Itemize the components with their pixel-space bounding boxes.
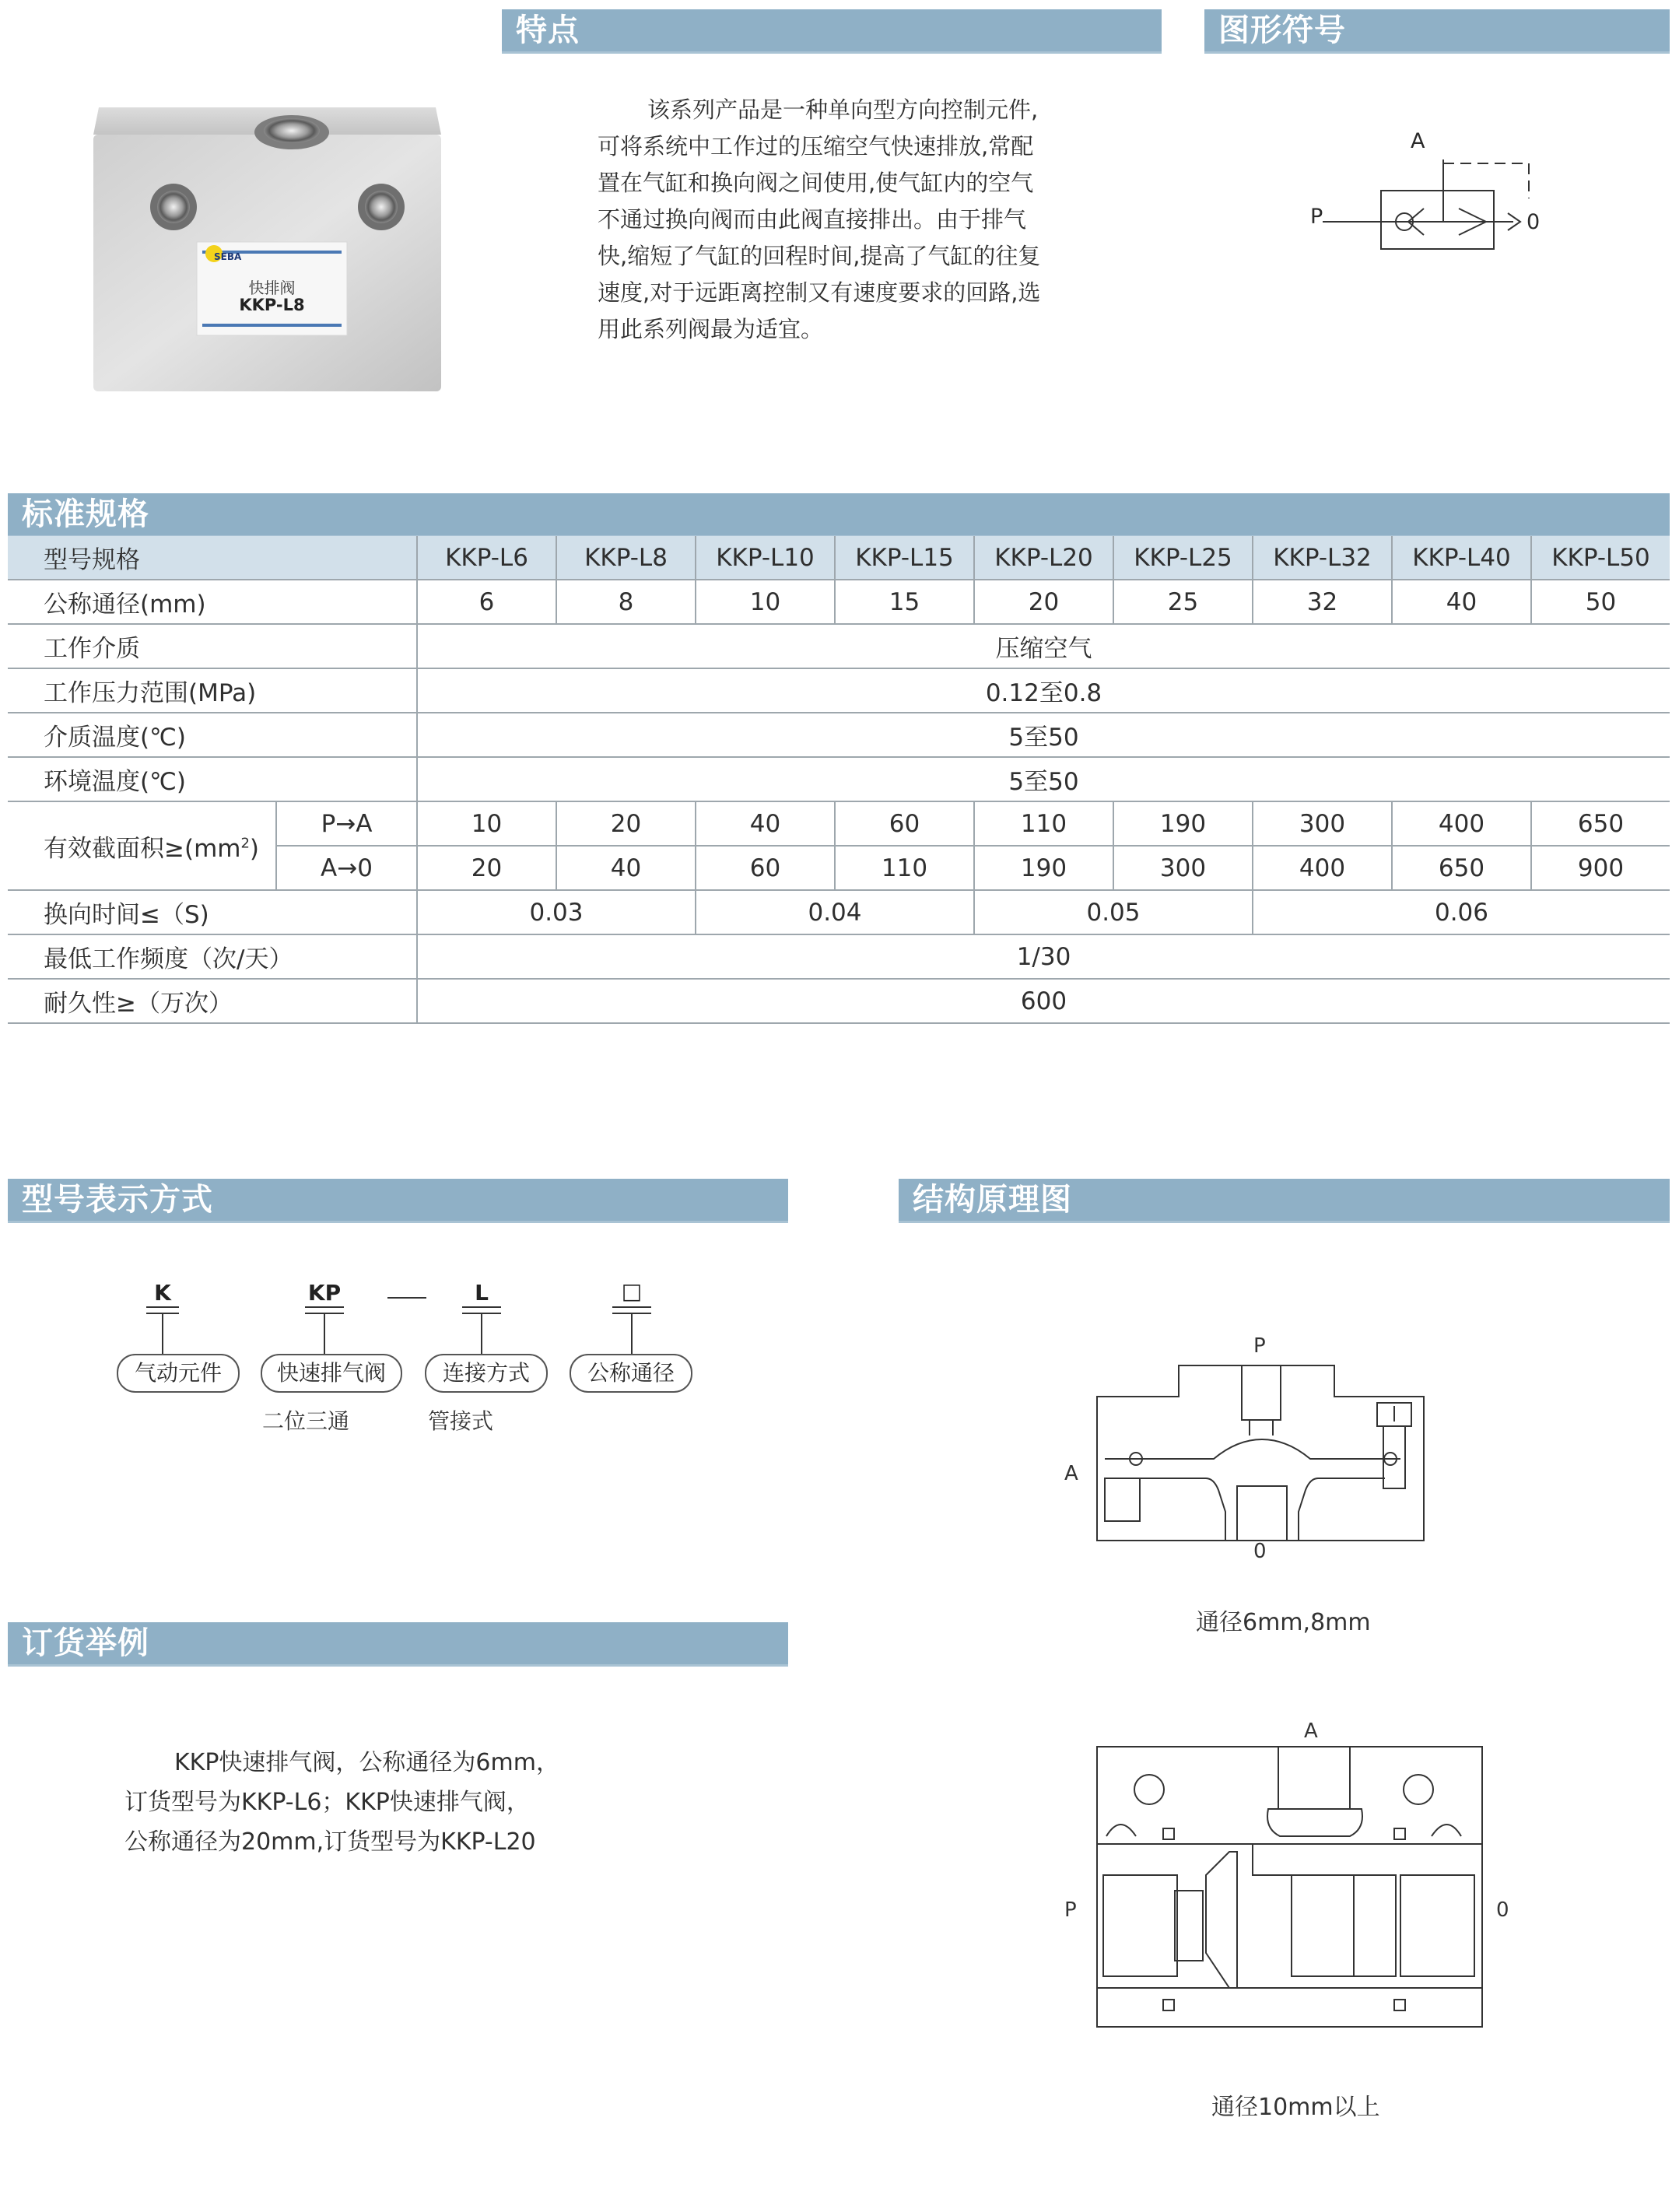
- label-brand: SEBA: [214, 251, 242, 262]
- switch-cell: 0.04: [696, 890, 974, 934]
- model-cell: KKP-L32: [1253, 536, 1392, 580]
- pressure-value: 0.12至0.8: [417, 668, 1670, 713]
- features-line: 置在气缸和换向阀之间使用,使气缸内的空气: [598, 170, 1034, 196]
- features-line: 速度,对于远距离控制又有速度要求的回路,选: [598, 279, 1041, 306]
- area-pa-row: [8, 801, 1670, 846]
- small-port-o: 0: [1253, 1540, 1267, 1563]
- model-cell: KKP-L10: [696, 536, 835, 580]
- medium-value: 压缩空气: [417, 624, 1670, 668]
- pill-quick-exhaust: 快速排气阀: [261, 1354, 402, 1393]
- bore-cell: 50: [1531, 580, 1670, 624]
- symbol-port-p: P: [1310, 205, 1323, 229]
- model-title: 型号表示方式: [22, 1182, 213, 1218]
- pa-cell: 10: [417, 801, 556, 846]
- ao-cell: 300: [1113, 846, 1253, 890]
- durability-row: [8, 979, 1670, 1023]
- large-port-o: 0: [1496, 1898, 1509, 1922]
- model-cell: KKP-L20: [974, 536, 1113, 580]
- pill-pneumatic: 气动元件: [117, 1354, 240, 1393]
- freq-row: [8, 934, 1670, 979]
- order-bar: [8, 1622, 788, 1667]
- bore-cell: 15: [835, 580, 974, 624]
- ao-cell: 20: [417, 846, 556, 890]
- ambient-temp-label: 环境温度(℃): [8, 757, 417, 801]
- features-line: 用此系列阀最为适宜。: [598, 316, 824, 342]
- features-text: [598, 92, 1158, 348]
- pill-bore: 公称通径: [570, 1354, 692, 1393]
- freq-label: 最低工作频度（次/天）: [8, 934, 417, 979]
- area-label-sup: 2: [240, 835, 250, 852]
- model-code-diagram: [101, 1276, 724, 1447]
- features-bar: [502, 9, 1162, 54]
- ao-cell: 60: [696, 846, 835, 890]
- pa-cell: 40: [696, 801, 835, 846]
- structure-large-caption: 通径10mm以上: [1211, 2094, 1380, 2121]
- durability-label: 耐久性≥（万次）: [8, 979, 417, 1023]
- symbol-port-o: 0: [1527, 210, 1541, 234]
- pa-cell: 110: [974, 801, 1113, 846]
- model-cell: KKP-L25: [1113, 536, 1253, 580]
- switch-cell: 0.03: [417, 890, 696, 934]
- symbol-bar: [1204, 9, 1670, 54]
- area-label-end: ): [249, 834, 260, 863]
- area-label: [8, 801, 276, 890]
- bore-row: [8, 580, 1670, 624]
- spec-table: [8, 536, 1670, 1024]
- pa-label: P→A: [276, 801, 417, 846]
- spec-title: 标准规格: [22, 496, 149, 532]
- bore-cell: 40: [1392, 580, 1531, 624]
- code-part-kp: KP: [307, 1280, 342, 1306]
- small-port-a: A: [1064, 1462, 1078, 1485]
- bore-cell: 25: [1113, 580, 1253, 624]
- pressure-label: 工作压力范围(MPa): [8, 668, 417, 713]
- ao-cell: 650: [1392, 846, 1531, 890]
- pa-cell: 650: [1531, 801, 1670, 846]
- structure-small-caption: 通径6mm,8mm: [1196, 1609, 1371, 1636]
- model-cell: KKP-L6: [417, 536, 556, 580]
- ao-label: A→0: [276, 846, 417, 890]
- bore-cell: 20: [974, 580, 1113, 624]
- model-bar: [8, 1179, 788, 1223]
- ao-cell: 900: [1531, 846, 1670, 890]
- bore-cell: 6: [417, 580, 556, 624]
- medium-temp-value: 5至50: [417, 713, 1670, 757]
- switch-label: 换向时间≤（S): [8, 890, 417, 934]
- order-line: 公称通径为20mm,订货型号为KKP-L20: [124, 1828, 536, 1856]
- code-part-l: L: [475, 1280, 489, 1306]
- order-title: 订货举例: [22, 1625, 149, 1661]
- features-line: 快,缩短了气缸的回程时间,提高了气缸的往复: [598, 243, 1041, 269]
- symbol-port-a: A: [1411, 129, 1425, 153]
- model-cell: KKP-L8: [556, 536, 696, 580]
- medium-label: 工作介质: [8, 624, 417, 668]
- structure-title: 结构原理图: [913, 1182, 1072, 1218]
- durability-value: 600: [417, 979, 1670, 1023]
- ambient-temp-row: [8, 757, 1670, 801]
- product-photo: [82, 100, 447, 399]
- pa-cell: 60: [835, 801, 974, 846]
- medium-temp-row: [8, 713, 1670, 757]
- ao-cell: 40: [556, 846, 696, 890]
- pa-cell: 400: [1392, 801, 1531, 846]
- structure-small-diagram: [1058, 1334, 1447, 1568]
- large-port-a: A: [1304, 1719, 1318, 1743]
- model-cell: KKP-L40: [1392, 536, 1531, 580]
- spec-header-row: [8, 536, 1670, 580]
- pill-connection: 连接方式: [425, 1354, 548, 1393]
- features-title: 特点: [516, 12, 580, 48]
- note-two-pos: 二位三通: [262, 1408, 350, 1434]
- structure-bar: [899, 1179, 1670, 1223]
- switch-row: [8, 890, 1670, 934]
- area-label-text: 有效截面积≥(mm: [44, 834, 241, 863]
- large-port-p: P: [1064, 1898, 1077, 1922]
- spec-bar: [8, 493, 1670, 538]
- switch-cell: 0.06: [1253, 890, 1670, 934]
- ambient-temp-value: 5至50: [417, 757, 1670, 801]
- pa-cell: 190: [1113, 801, 1253, 846]
- bore-cell: 10: [696, 580, 835, 624]
- bore-label: 公称通径(mm): [8, 580, 417, 624]
- header-label: 型号规格: [8, 536, 417, 580]
- pa-cell: 300: [1253, 801, 1392, 846]
- medium-row: [8, 624, 1670, 668]
- pa-cell: 20: [556, 801, 696, 846]
- ao-cell: 400: [1253, 846, 1392, 890]
- pneumatic-symbol: [1299, 124, 1564, 265]
- model-cell: KKP-L15: [835, 536, 974, 580]
- pressure-row: [8, 668, 1670, 713]
- freq-value: 1/30: [417, 934, 1670, 979]
- features-line: 不通过换向阀而由此阀直接排出。由于排气: [598, 206, 1027, 233]
- bore-cell: 32: [1253, 580, 1392, 624]
- label-name: 快排阀: [248, 279, 296, 297]
- medium-temp-label: 介质温度(℃): [8, 713, 417, 757]
- order-line: KKP快速排气阀，公称通径为6mm，: [174, 1749, 559, 1776]
- ao-cell: 190: [974, 846, 1113, 890]
- ao-cell: 110: [835, 846, 974, 890]
- code-part-bore: □: [621, 1278, 643, 1304]
- order-text: [124, 1743, 794, 1862]
- code-part-k: K: [154, 1280, 171, 1306]
- bore-cell: 8: [556, 580, 696, 624]
- note-pipe: 管接式: [428, 1408, 494, 1434]
- features-line: 该系列产品是一种单向型方向控制元件,: [647, 96, 1039, 123]
- structure-large-diagram: [1058, 1719, 1509, 2046]
- symbol-title: 图形符号: [1218, 12, 1346, 48]
- label-model: KKP-L8: [239, 296, 305, 314]
- small-port-p: P: [1253, 1334, 1266, 1358]
- features-line: 可将系统中工作过的压缩空气快速排放,常配: [598, 133, 1034, 160]
- switch-cell: 0.05: [974, 890, 1253, 934]
- model-cell: KKP-L50: [1531, 536, 1670, 580]
- order-line: 订货型号为KKP-L6；KKP快速排气阀，: [124, 1789, 530, 1816]
